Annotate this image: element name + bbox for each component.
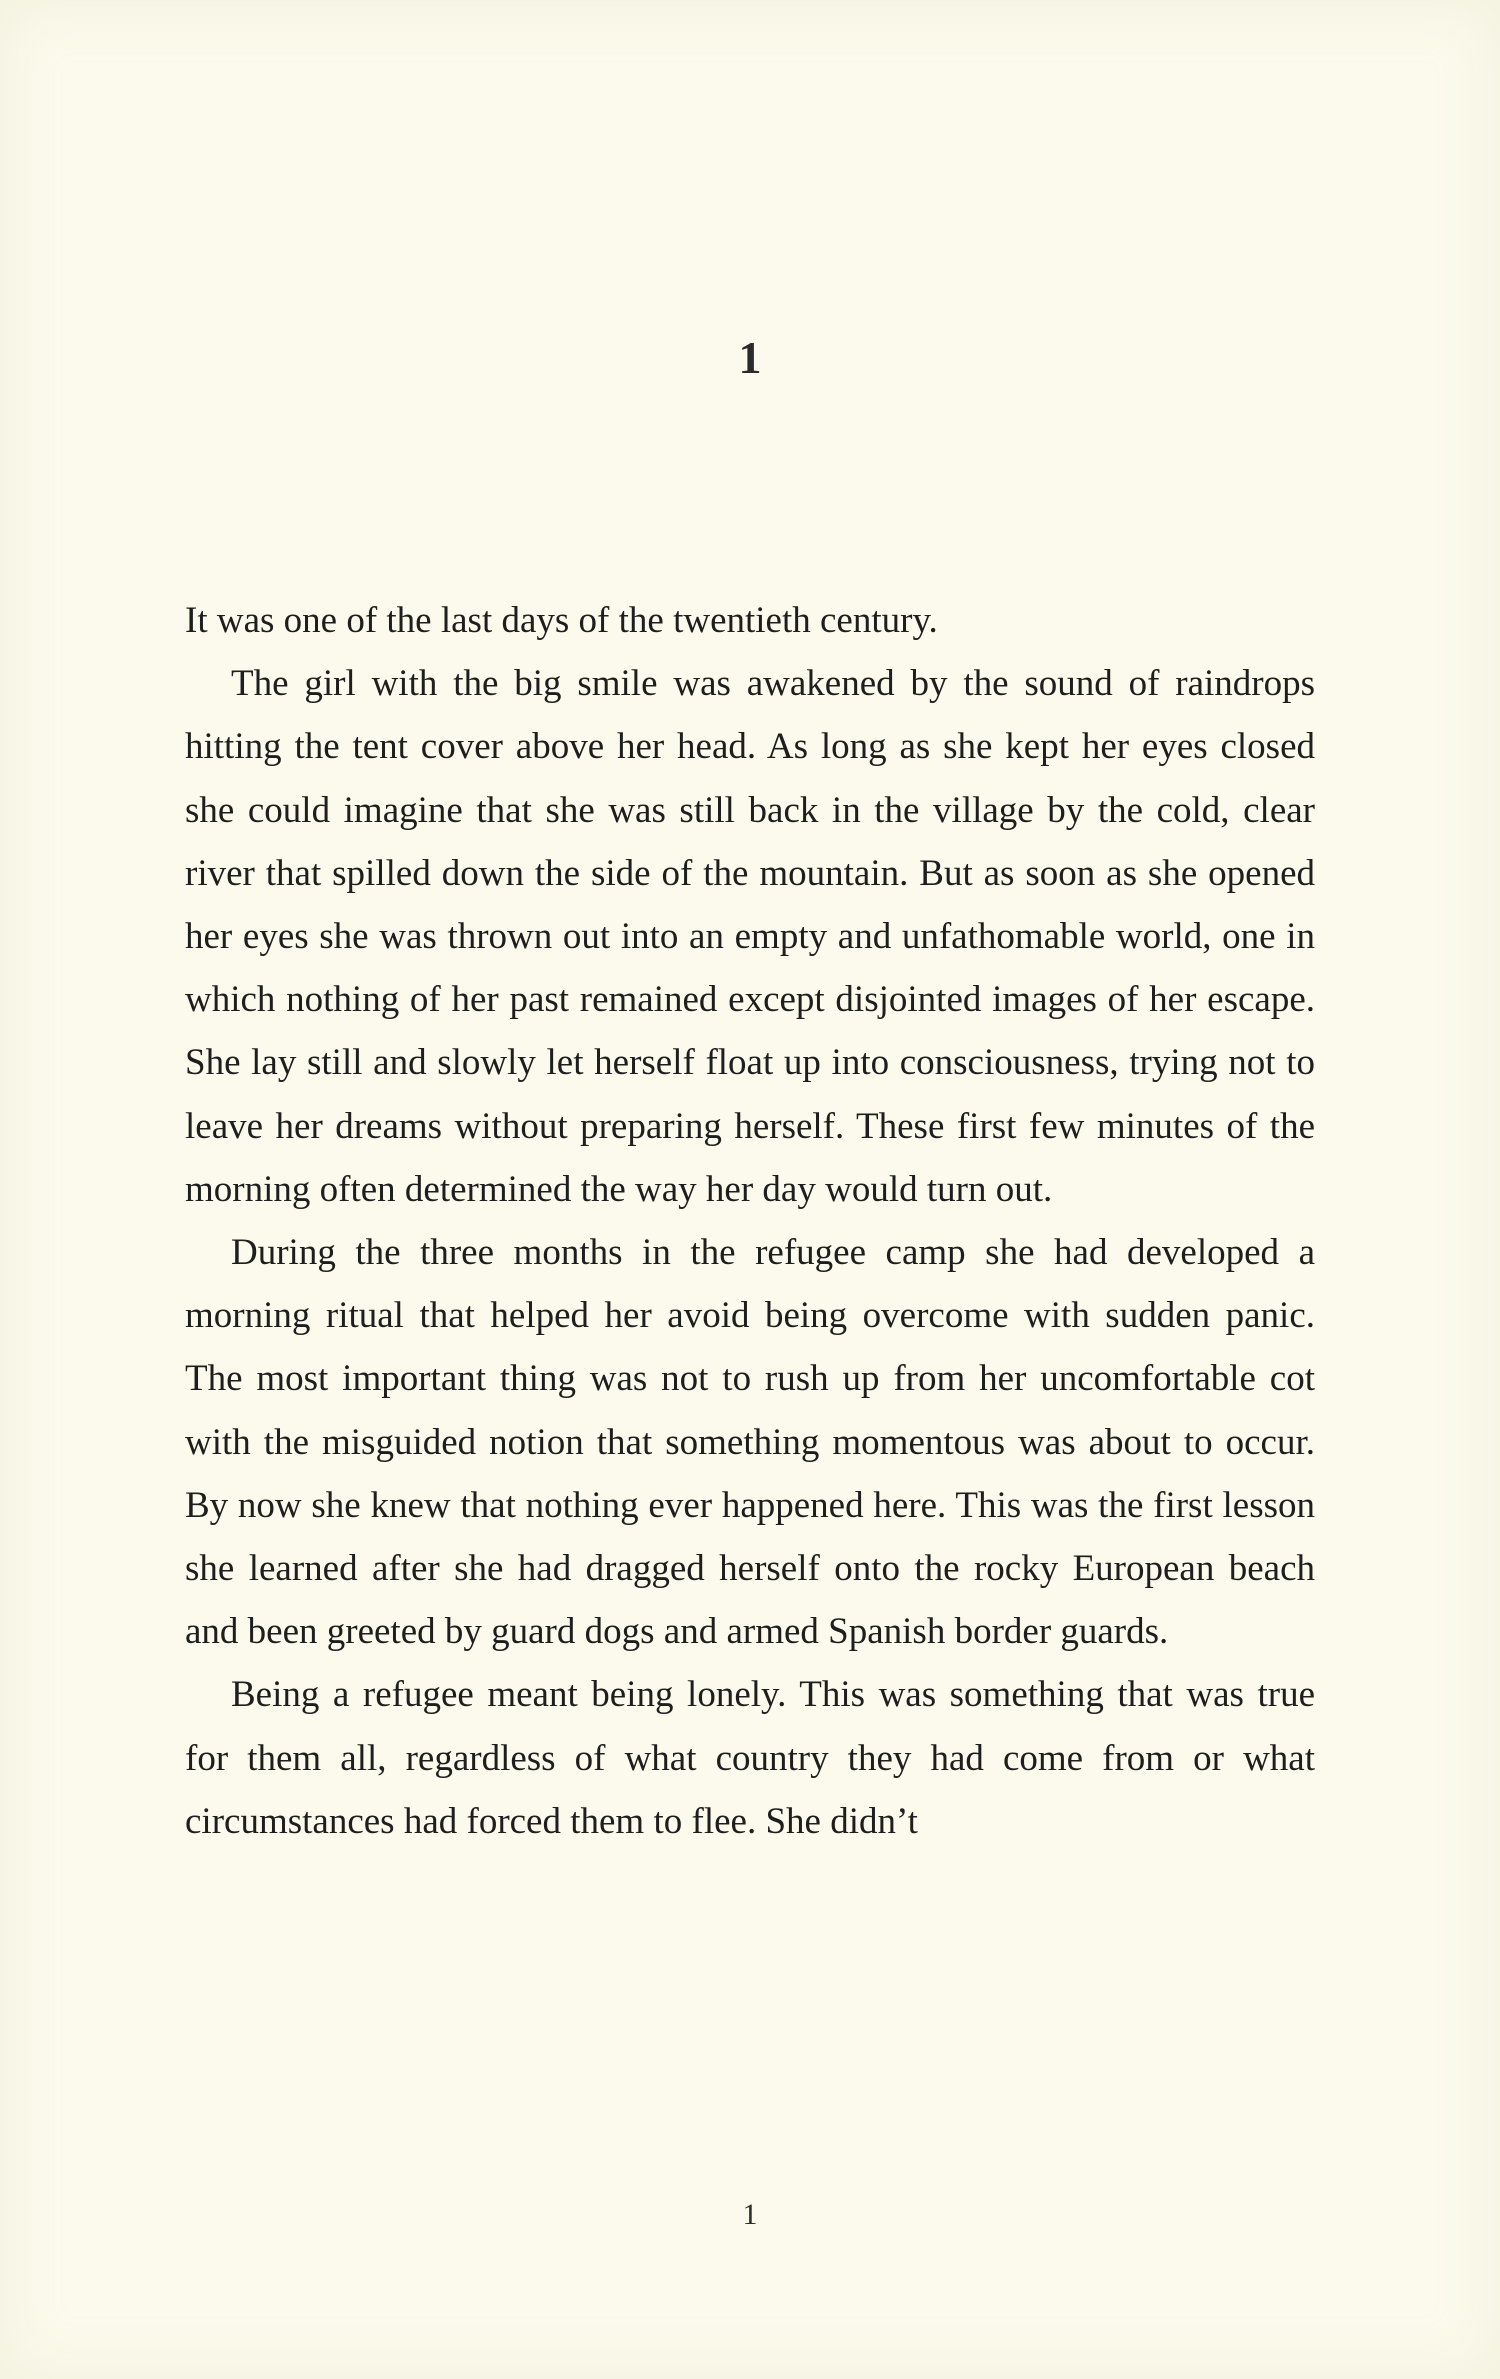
page-number: 1 bbox=[742, 2198, 758, 2231]
paragraph-2: The girl with the big smile was awakened by the sound of raindrops hitting the tent cover above her head. As long as she kept her eyes closed she could imagine that she was still back in the village by the cold, clear river that spilled down the side of the mountain. But as soon as she opened her eyes she was thrown out into an empty and unfathomable world, one in which nothing of her past remained except disjointed images of her escape. She lay still and slowly let herself float up into consciousness, trying not to leave her dreams without preparing herself. These first few minutes of the morning often determined the way her day would turn out. bbox=[185, 663, 1315, 1210]
body-text bbox=[185, 589, 1315, 1853]
paragraph-4: Being a refugee meant being lonely. This was something that was true for them all, regardless of what country they had come from or what circumstances had forced them to flee. She didn’t bbox=[185, 1674, 1315, 1842]
chapter-number: 1 bbox=[738, 332, 762, 383]
paragraph-3: During the three months in the refugee camp she had developed a morning ritual that helped her avoid being overcome with sudden panic. The most important thing was not to rush up from her uncomfortable cot with the misguided notion that something momentous was about to occur. By now she knew that nothing ever happened here. This was the first lesson she learned after she had dragged herself onto the rocky European beach and been greeted by guard dogs and armed Spanish border guards. bbox=[185, 1232, 1315, 1653]
paragraph-1: It was one of the last days of the twentieth century. bbox=[185, 600, 938, 641]
